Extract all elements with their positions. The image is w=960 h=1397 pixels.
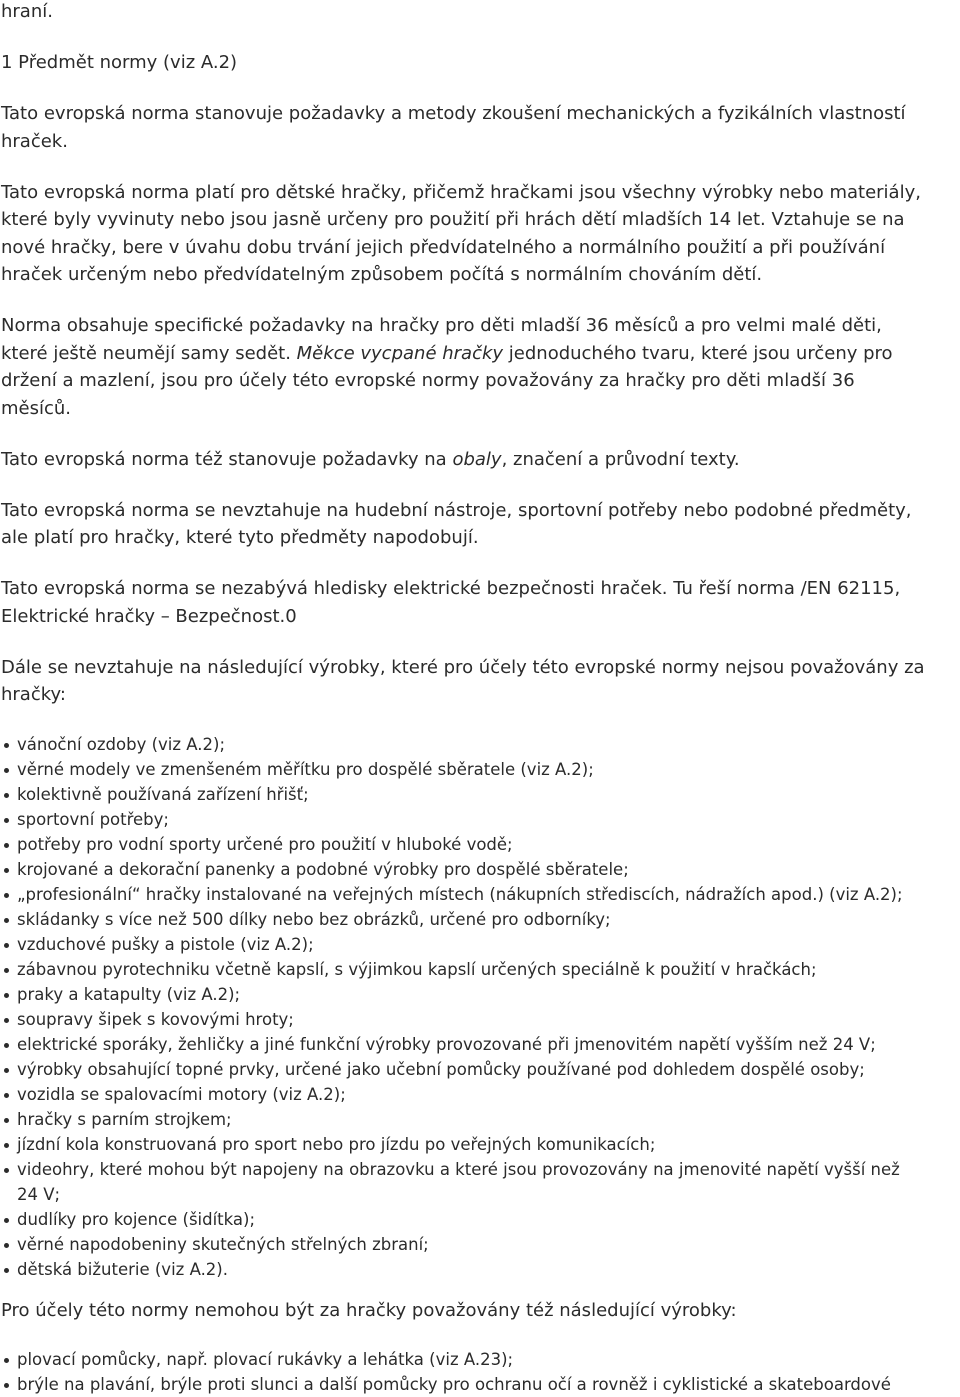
text-line: držení a mazlení, jsou pro účely této evropské normy považovány za hračky pro děti mladší 36 — [1, 370, 855, 391]
bullet-icon — [4, 993, 9, 998]
bullet-icon — [4, 818, 9, 823]
list-item-text: vozidla se spalovacími motory (viz A.2); — [17, 1085, 346, 1104]
emphasis-text: Měkce vycpané hračky — [296, 342, 504, 364]
list-item — [1, 732, 960, 757]
list-item — [1, 807, 960, 832]
paragraph-excluded-products-intro — [1, 654, 960, 709]
list-item — [1, 857, 960, 882]
list-item — [1, 1132, 960, 1157]
list-item-text: dětská bižuterie (viz A.2). — [17, 1260, 228, 1279]
bullet-icon — [4, 1018, 9, 1023]
paragraph-electrical-safety — [1, 575, 960, 630]
list-item — [1, 1057, 960, 1082]
bullet-icon — [4, 743, 9, 748]
text-line — [1, 446, 960, 474]
bullet-icon — [4, 793, 9, 798]
list-item-text: výrobky obsahující topné prvky, určené jako učební pomůcky používané pod dohledem dospělé osoby; — [17, 1060, 865, 1079]
emphasis-text: obaly — [452, 448, 502, 470]
list-item-text: potřeby pro vodní sporty určené pro použití v hluboké vodě; — [17, 835, 513, 854]
text-run: , značení a průvodní texty. — [501, 448, 740, 470]
text-line: Tato evropská norma platí pro dětské hračky, přičemž hračkami jsou všechny výrobky nebo materiály, — [1, 181, 921, 203]
text-line: Elektrické hračky – Bezpečnost.0 — [1, 605, 297, 627]
excluded-products-list — [1, 732, 960, 1282]
list-item-text: vzduchové pušky a pistole (viz A.2); — [17, 935, 314, 954]
paragraph-not-toys-intro — [1, 1297, 960, 1325]
text-line: Tato evropská norma stanovuje požadavky a metody zkoušení mechanických a fyzikálních vlastností — [1, 103, 906, 124]
text-line: Tato evropská norma se nevztahuje na hudební nástroje, sportovní potřeby nebo podobné předměty, — [1, 499, 912, 521]
list-item-text: kolektivně používaná zařízení hřišť; — [17, 785, 309, 804]
section-heading — [1, 49, 960, 77]
bullet-icon — [4, 1143, 9, 1148]
not-considered-toys-list — [1, 1347, 960, 1397]
bullet-icon — [4, 893, 9, 898]
bullet-icon — [4, 1043, 9, 1048]
paragraph-scope — [1, 100, 960, 155]
text-line: Dále se nevztahuje na následující výrobky, které pro účely této evropské normy nejsou považovány za — [1, 656, 925, 678]
list-item — [1, 1107, 960, 1132]
list-item-text: elektrické sporáky, žehličky a jiné funkční výrobky provozované při jmenovitém napětí vyšším než 24 V; — [17, 1035, 876, 1054]
bullet-icon — [4, 1118, 9, 1123]
text-line: které byly vyvinuty nebo jsou jasně určeny pro použití při hrách dětí mladších 14 let. Vztahuje se na — [1, 209, 905, 230]
bullet-icon — [4, 1218, 9, 1223]
text-run: jednoduchého tvaru, které jsou určeny pro — [503, 342, 893, 364]
bullet-icon — [4, 918, 9, 923]
list-item-text: krojované a dekorační panenky a podobné výrobky pro dospělé sběratele; — [17, 860, 629, 879]
previous-section-fragment — [1, 0, 960, 26]
list-item — [1, 1232, 960, 1257]
list-item-text: 24 V; — [17, 1185, 61, 1204]
text-line: ale platí pro hračky, které tyto předměty napodobují. — [1, 527, 479, 548]
list-item-text: brýle na plavání, brýle proti slunci a další pomůcky pro ochranu očí a rovněž i cyklistické a skateboardové — [17, 1374, 891, 1394]
text-line — [1, 340, 960, 368]
text-line: nové hračky, bere v úvahu dobu trvání jejich předvídatelného a normálního použití a při používání — [1, 236, 886, 258]
bullet-icon — [4, 1268, 9, 1273]
list-item — [1, 1207, 960, 1232]
paragraph-musical-sports-exclusion — [1, 497, 960, 552]
list-item — [1, 782, 960, 807]
list-item — [1, 882, 960, 907]
list-item-text: videohry, které mohou být napojeny na obrazovku a které jsou provozovány na jmenovité napětí vyšší než — [17, 1160, 900, 1179]
list-item — [1, 757, 960, 782]
list-item-text: věrné napodobeniny skutečných střelných zbraní; — [17, 1235, 429, 1254]
paragraph-packaging — [1, 446, 960, 474]
text-line: hraček určeným nebo předvídatelným způsobem počítá s normálním chováním dětí. — [1, 264, 763, 285]
text-line: Norma obsahuje specifické požadavky na hračky pro děti mladší 36 měsíců a pro velmi malé děti, — [1, 315, 882, 336]
bullet-icon — [4, 843, 9, 848]
list-item-text: zábavnou pyrotechniku včetně kapslí, s výjimkou kapslí určených speciálně k použití v hračkách; — [17, 960, 817, 979]
bullet-icon — [4, 1383, 9, 1388]
bullet-icon — [4, 943, 9, 948]
list-item-text: vánoční ozdoby (viz A.2); — [17, 735, 226, 754]
section-heading-text: 1 Předmět normy (viz A.2) — [1, 52, 238, 73]
text-run: které ještě neumějí samy sedět. — [1, 342, 297, 364]
list-item-text: skládanky s více než 500 dílky nebo bez obrázků, určené pro odborníky; — [17, 910, 611, 929]
list-item-text: „profesionální“ hračky instalované na veřejných místech (nákupních střediscích, nádražích apod.) (viz A.2); — [17, 885, 903, 904]
list-item-text: věrné modely ve zmenšeném měřítku pro dospělé sběratele (viz A.2); — [17, 760, 594, 779]
list-item-text: hračky s parním strojkem; — [17, 1110, 232, 1129]
text-line: hračky: — [1, 684, 66, 705]
list-item — [1, 1372, 960, 1397]
list-item-text: dudlíky pro kojence (šidítka); — [17, 1210, 256, 1229]
list-item — [1, 1032, 960, 1057]
bullet-icon — [4, 1358, 9, 1363]
list-item — [1, 1157, 960, 1207]
bullet-icon — [4, 868, 9, 873]
list-item-text: jízdní kola konstruovaná pro sport nebo pro jízdu po veřejných komunikacích; — [17, 1135, 656, 1154]
list-item — [1, 982, 960, 1007]
text-run: Tato evropská norma též stanovuje požadavky na — [1, 448, 453, 470]
list-item-text: plovací pomůcky, např. plovací rukávky a lehátka (viz A.23); — [17, 1349, 514, 1369]
text-line: hraní. — [1, 1, 53, 22]
list-item — [1, 1082, 960, 1107]
paragraph-infant-toys — [1, 312, 960, 422]
bullet-icon — [4, 1243, 9, 1248]
list-item — [1, 932, 960, 957]
bullet-icon — [4, 768, 9, 773]
list-item-text: soupravy šipek s kovovými hroty; — [17, 1010, 294, 1029]
bullet-icon — [4, 968, 9, 973]
list-item — [1, 832, 960, 857]
bullet-icon — [4, 1168, 9, 1173]
list-item-text: praky a katapulty (viz A.2); — [17, 985, 241, 1004]
text-line: Pro účely této normy nemohou být za hračky považovány též následující výrobky: — [1, 1300, 737, 1321]
list-item — [1, 907, 960, 932]
text-line: měsíců. — [1, 397, 72, 419]
paragraph-applicability — [1, 179, 960, 289]
text-line: Tato evropská norma se nezabývá hledisky elektrické bezpečnosti hraček. Tu řeší norma /EN 62115, — [1, 578, 901, 599]
bullet-icon — [4, 1068, 9, 1073]
list-item — [1, 1347, 960, 1372]
bullet-icon — [4, 1093, 9, 1098]
text-line: hraček. — [1, 130, 68, 152]
list-item-text: sportovní potřeby; — [17, 810, 169, 829]
list-item — [1, 1257, 960, 1282]
list-item — [1, 957, 960, 982]
list-item — [1, 1007, 960, 1032]
